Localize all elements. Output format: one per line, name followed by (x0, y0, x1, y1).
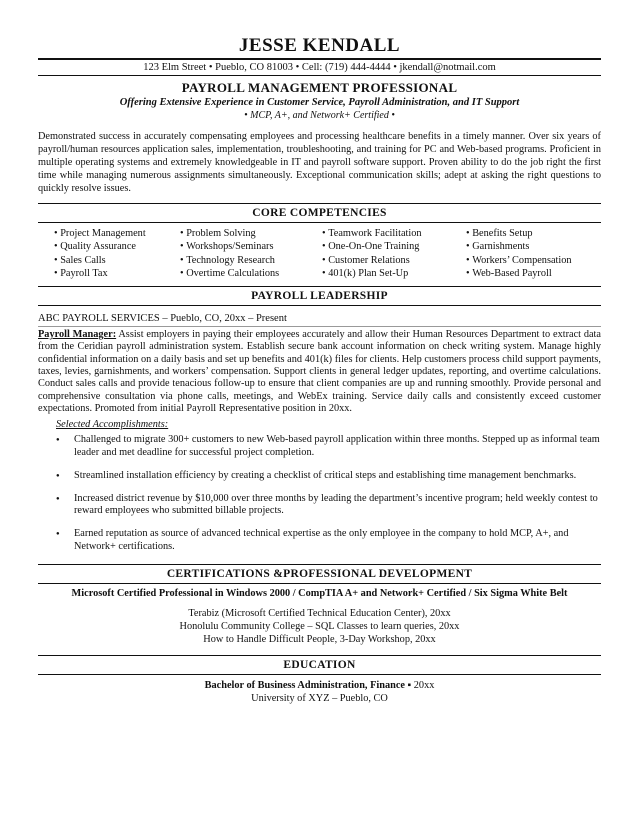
contact-line: 123 Elm Street • Pueblo, CO 81003 • Cell: (719) 444-4444 • jkendall@notmail.com (143, 62, 496, 73)
employer-rule (38, 326, 601, 327)
certifications-tagline: • MCP, A+, and Network+ Certified • (244, 110, 395, 121)
accomplishment-item: ● Increased district revenue by $10,000 over three months by leading the department’s incentive program; held weekly contest to reward employees who submitted billable projects. (38, 493, 601, 519)
competency-item: • Sales Calls (54, 254, 180, 267)
competency-item: • One-On-One Training (322, 240, 466, 253)
education-heading: EDUCATION (283, 658, 356, 671)
education-separator: ▪ (404, 679, 414, 691)
employer-line: ABC PAYROLL SERVICES – Pueblo, CO, 20xx – Present (38, 313, 287, 325)
competency-column-2 (180, 227, 322, 280)
competency-item: • Teamwork Facilitation (322, 227, 466, 240)
competency-item: • Payroll Tax (54, 267, 180, 280)
job-description-text: Assist employers in paying their employees accurately and allow their Human Resources Department to extract data from the Ceridian payroll administration system. Establish secure bank account information on check writing system. Manage highly confidential information on a daily basis and set up benefits and 401(k) files for clients. Help customers process child support payments, taxes, levies, garnishments, and workers’ compensation. Support clients in general ledger updates, reporting, and overtime calculations. Conduct sales calls and provide tenacious follow-up to ensure that client companies are up and running smoothly. Provide personal and comprehensive consultation via phone calls, meetings, and WebEx training. Service daily calls and consistently exceed customer expectations. Promoted from initial Payroll Representative position in 20xx. (38, 329, 601, 414)
certification-item: Honolulu Community College – SQL Classes to learn queries, 20xx (179, 621, 460, 633)
accomplishments-label: Selected Accomplishments: (56, 419, 169, 431)
competencies-grid (38, 223, 601, 286)
competency-item: • Customer Relations (322, 254, 466, 267)
education-school: University of XYZ – Pueblo, CO (251, 693, 388, 705)
job-description (38, 329, 601, 415)
education-section (38, 655, 601, 706)
competency-item: • Workshops/Seminars (180, 240, 322, 253)
professional-title: PAYROLL MANAGEMENT PROFESSIONAL (181, 80, 458, 95)
job-role: Payroll Manager: (38, 329, 117, 341)
certification-item: Terabiz (Microsoft Certified Technical Education Center), 20xx (188, 607, 451, 619)
competency-item: • Quality Assurance (54, 240, 180, 253)
competencies-section (38, 203, 601, 286)
education-year: 20xx (413, 679, 435, 691)
certification-item: How to Handle Difficult People, 3-Day Workshop, 20xx (203, 634, 436, 646)
certifications-list (38, 607, 601, 647)
education-degree: Bachelor of Business Administration, Finance (204, 679, 405, 691)
accomplishment-item: ● Earned reputation as source of advanced technical expertise as the only employee in the company to hold MCP, A+, and Network+ certifications. (38, 528, 601, 554)
accomplishment-item: ● Challenged to migrate 300+ customers to new Web-based payroll application within three months. Stepped up as informal team leader and met deadline for successful project completion. (38, 434, 601, 460)
candidate-name: JESSE KENDALL (238, 35, 401, 56)
section-rule (38, 674, 601, 675)
competency-column-1 (54, 227, 180, 280)
professional-subtitle: Offering Extensive Experience in Customer Service, Payroll Administration, and IT Support (119, 97, 520, 108)
certifications-section (38, 564, 601, 647)
competency-item: • Overtime Calculations (180, 267, 322, 280)
competency-item: • Technology Research (180, 254, 322, 267)
competency-item: • Problem Solving (180, 227, 322, 240)
header-rule-bottom (38, 75, 601, 76)
leadership-section (38, 286, 601, 554)
competency-item: • Garnishments (466, 240, 596, 253)
competency-item: • Workers’ Compensation (466, 254, 596, 267)
competency-column-3 (322, 227, 466, 280)
competency-item: • Project Management (54, 227, 180, 240)
competencies-heading: CORE COMPETENCIES (252, 207, 387, 219)
summary-paragraph: Demonstrated success in accurately compensating employees and processing healthcare benefits in a timely manner. Over six years of payroll/human resources application sales, implementation, troubleshooting, and training for PC and Web-based programs. Proficient in multiple operating systems and extremely knowledgeable in IT and payroll software support. Proven ability to do the job right the first time while managing numerous assignments simultaneously. Exceptional communication skills; adept at asking the right questions to quickly resolve issues. (38, 131, 601, 194)
competency-item: • Benefits Setup (466, 227, 596, 240)
leadership-heading: PAYROLL LEADERSHIP (251, 290, 388, 303)
education-degree-line (38, 679, 601, 692)
section-rule (38, 583, 601, 584)
competency-item: • 401(k) Plan Set-Up (322, 267, 466, 280)
section-rule (38, 305, 601, 306)
accomplishment-item: ● Streamlined installation efficiency by creating a checklist of critical steps and establishing time management benchmarks. (38, 470, 601, 483)
accomplishments-list (38, 434, 601, 554)
certifications-heading: CERTIFICATIONS &PROFESSIONAL DEVELOPMENT (166, 567, 473, 580)
competency-column-4 (466, 227, 596, 280)
certifications-main: Microsoft Certified Professional in Windows 2000 / CompTIA A+ and Network+ Certified / Six Sigma White Belt (71, 587, 568, 599)
competency-item: • Web-Based Payroll (466, 267, 596, 280)
resume-page (38, 34, 601, 705)
